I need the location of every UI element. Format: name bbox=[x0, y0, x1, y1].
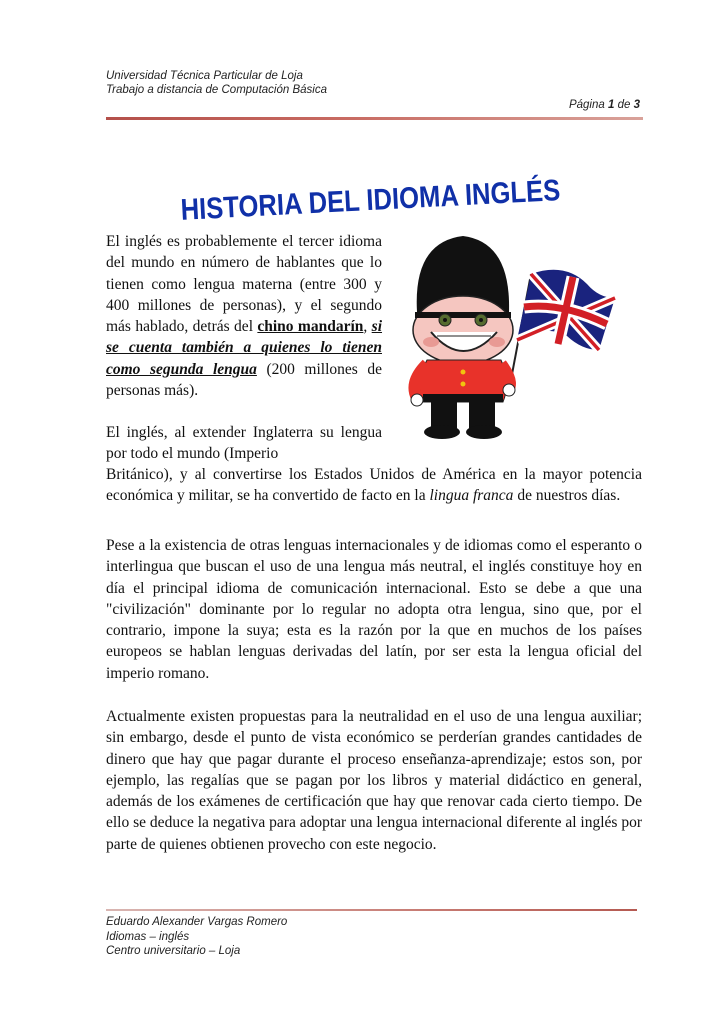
p2-text-2: de nuestros días. bbox=[513, 487, 621, 505]
paragraph-4: Actualmente existen propuestas para la neutralidad en el uso de una lengua auxiliar; sin embargo, desde el punto de vista económico se perderían grandes cantidades de dinero que hay que pagar durante el proceso enseñanza-aprendizaje; estos son, por ejemplo, las regalías que se pagan por los libros y material didáctico en general, además de los exámenes de certificación que hay que renovar cada cierto tiempo. De ello se deduce la negativa para adoptar una lengua internacional diferente al inglés por parte de quienes obtienen provecho con este negocio. bbox=[106, 708, 642, 853]
document-title bbox=[170, 162, 627, 227]
p1-text-3: (200 millones de personas más). bbox=[106, 360, 382, 400]
p1-text-1: El inglés es probablemente el tercer idioma del mundo en número de hablantes que lo tienen como lengua materna (entre 300 y 400 millones de personas), y el segundo más hablado, detrás del bbox=[106, 233, 382, 336]
union-jack-flag-icon bbox=[517, 270, 615, 350]
header-rule bbox=[106, 117, 643, 120]
header-university: Universidad Técnica Particular de Loja bbox=[106, 70, 303, 82]
page-footer bbox=[106, 915, 287, 959]
page-total: 3 bbox=[633, 99, 640, 111]
footer-rule bbox=[106, 909, 637, 911]
page-header bbox=[106, 69, 642, 112]
paragraph-1 bbox=[106, 231, 382, 401]
paragraph-2 bbox=[106, 464, 642, 507]
page-number bbox=[106, 98, 642, 112]
page-of: de bbox=[617, 99, 631, 111]
p1-segunda-lengua: si se cuenta también a quienes lo tienen como segunda lengua bbox=[106, 318, 383, 378]
p1-text-2: , bbox=[363, 318, 372, 336]
footer-center: Centro universitario – Loja bbox=[106, 945, 241, 957]
title-text: HISTORIA DEL IDIOMA INGLÉS bbox=[179, 170, 627, 227]
footer-subject: Idiomas – inglés bbox=[106, 930, 190, 943]
p2-text-1: Británico), y al convertirse los Estados Unidos de América en la mayor potencia económica y militar, se ha convertido de facto en la bbox=[106, 466, 642, 505]
page-label: Página bbox=[568, 99, 605, 111]
paragraph-3: Pese a la existencia de otras lenguas internacionales y de idiomas como el esperanto o interlingua que buscan el uso de una lengua más neutral, el inglés constituye hoy en día el principal idioma de comunicación internacional. Esto se debe a que una "civilización" dominante por lo regular no adopta otra lengua, sino que, por el contrario, impone la suya; esta es la razón por la que en muchos de los países europeos se hablan lenguas derivadas del latín, por ser esta la lengua oficial del imperio romano. bbox=[106, 537, 642, 682]
p1-chino-mandarin: chino mandarín bbox=[257, 318, 364, 336]
footer-author: Eduardo Alexander Vargas Romero bbox=[106, 916, 288, 928]
p2-lingua-franca: lingua franca bbox=[429, 487, 514, 505]
paragraph-2-narrow: El inglés, al extender Inglaterra su lengua por todo el mundo (Imperio bbox=[106, 424, 382, 463]
page-current: 1 bbox=[607, 99, 615, 111]
header-course: Trabajo a distancia de Computación Básica bbox=[106, 84, 327, 96]
british-guard-illustration bbox=[387, 232, 619, 440]
